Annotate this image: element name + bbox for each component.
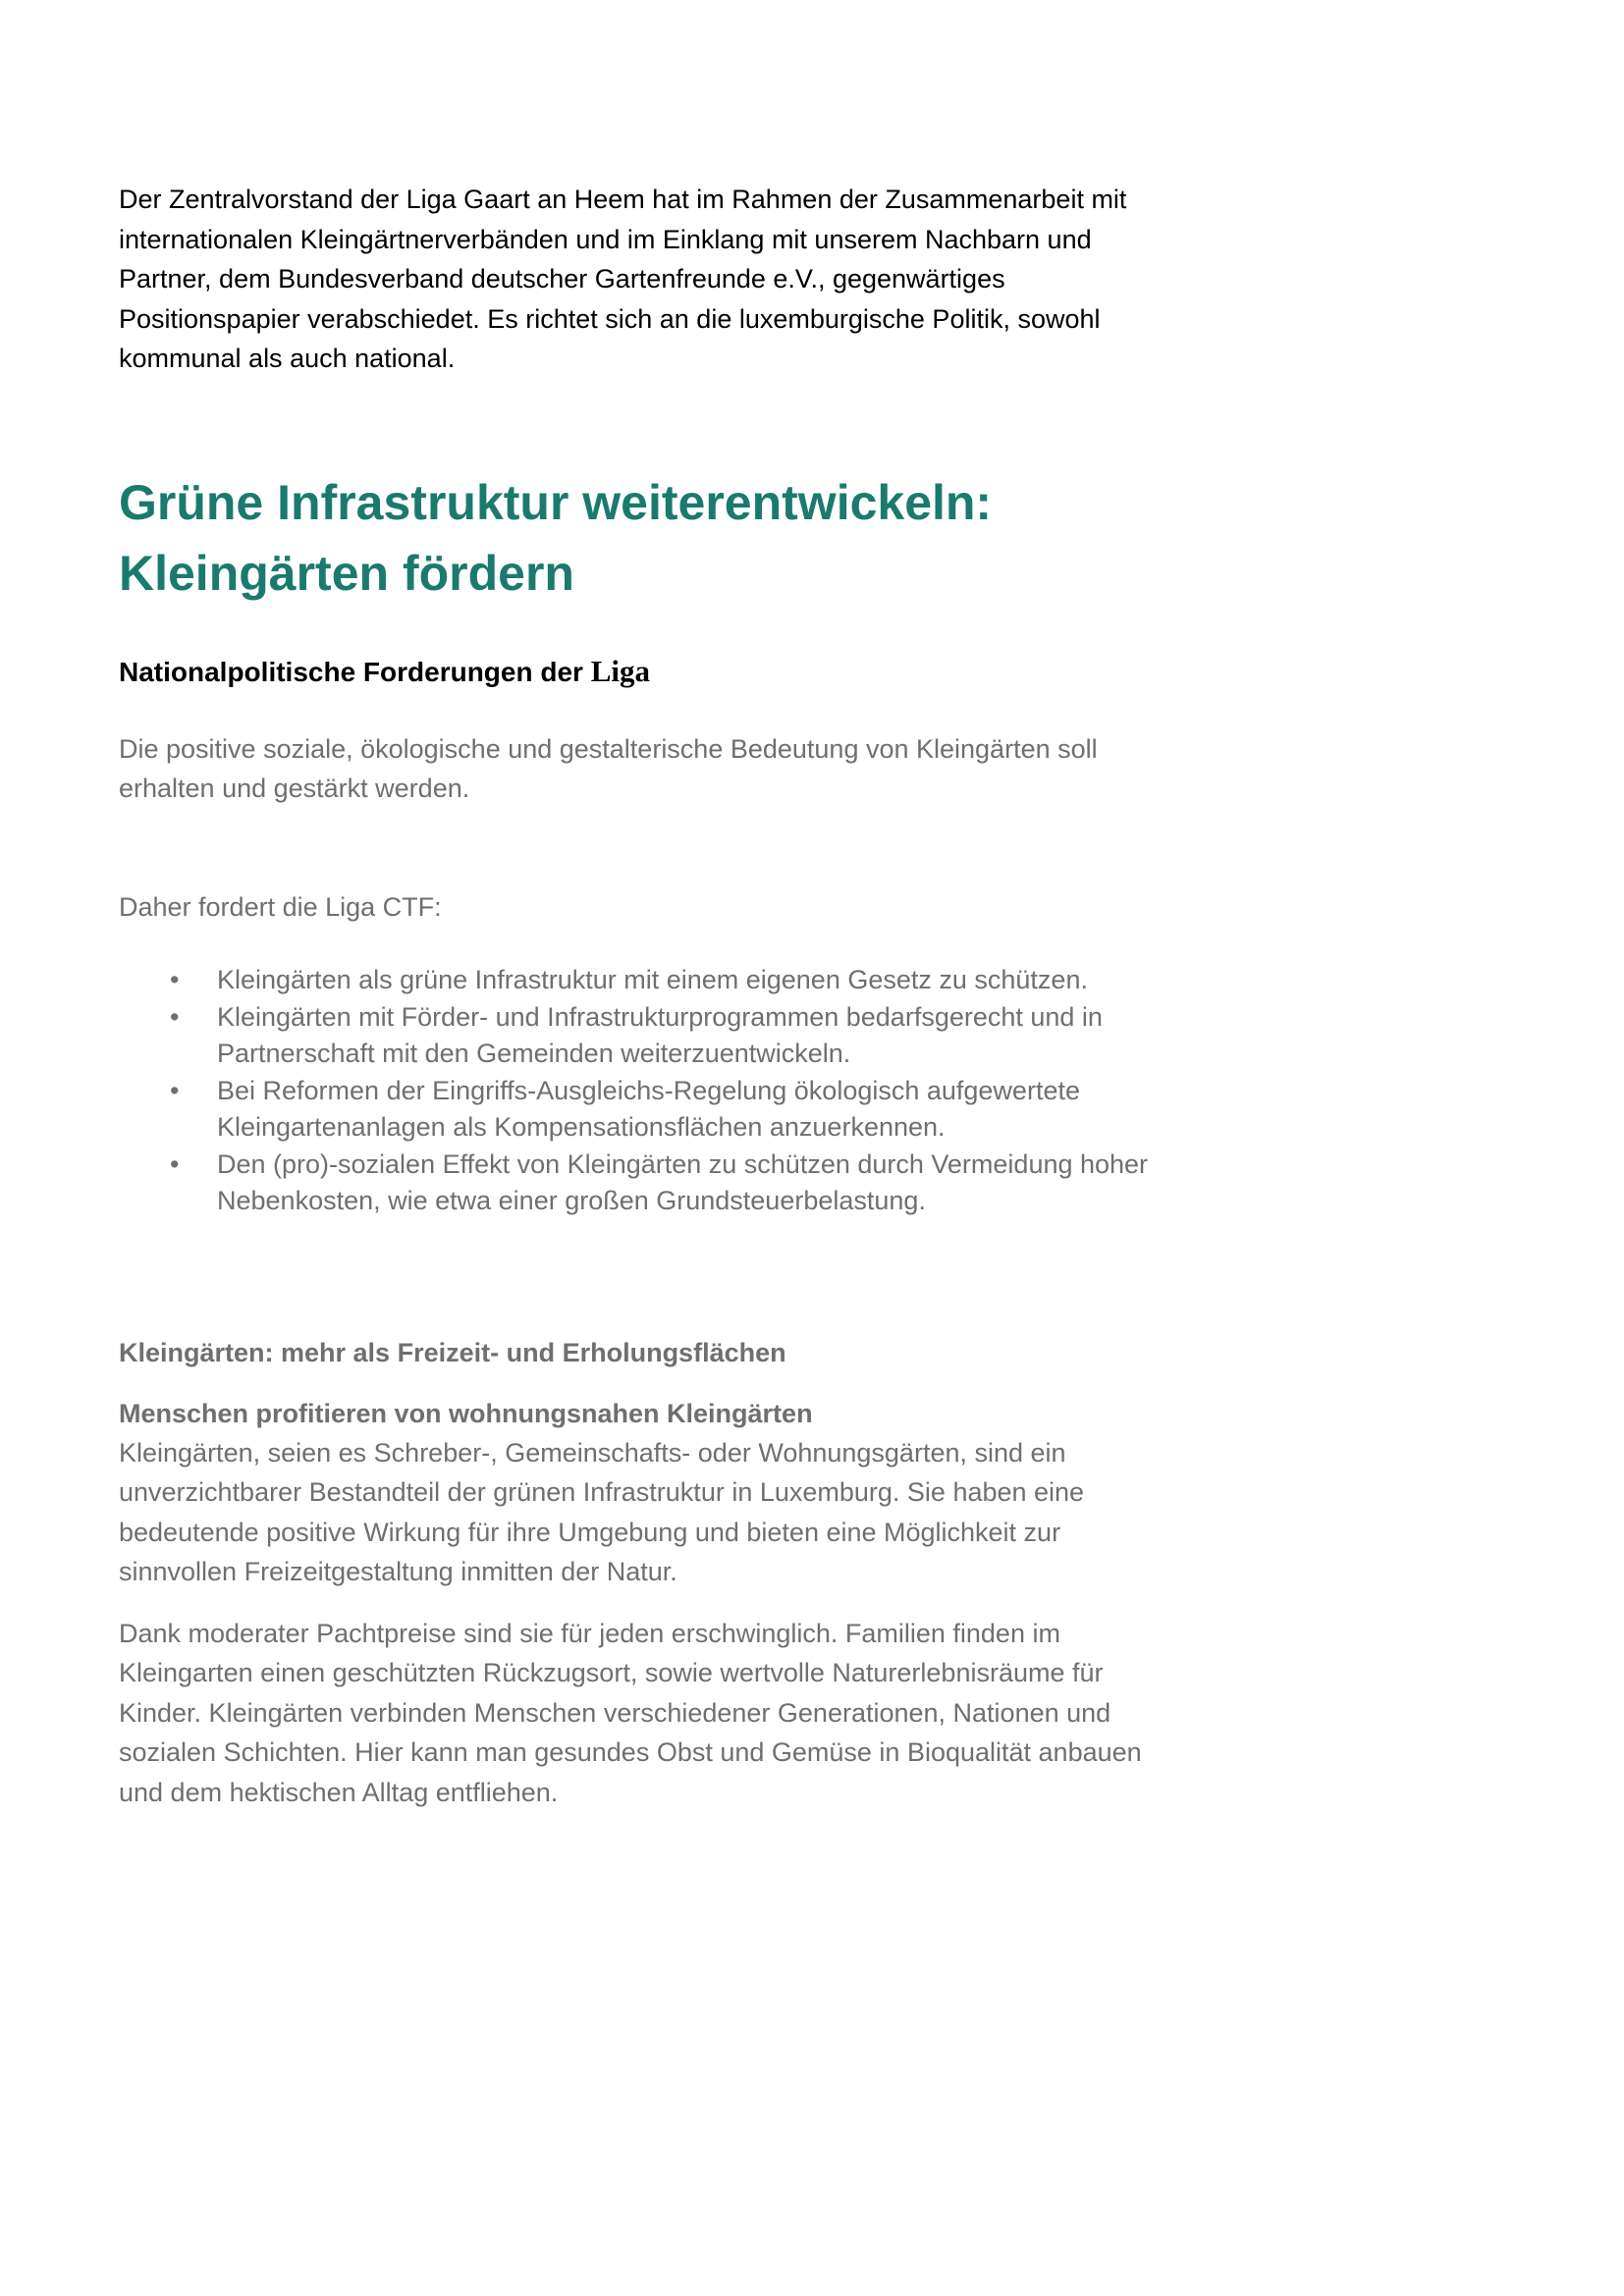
subtitle <box>119 652 1179 692</box>
subtitle-text: Nationalpolitische Forderungen der <box>119 656 591 687</box>
bullet-icon: • <box>170 1148 180 1179</box>
list-item-text: Den (pro)-sozialen Effekt von Kleingärten zu schützen durch Vermeidung hoher Nebenkosten, wie etwa einer großen Grundsteuerbelastung. <box>217 1148 1149 1215</box>
list-item <box>119 1147 1179 1220</box>
subtitle-liga: Liga <box>590 653 651 688</box>
title-line-2: Kleingärten fördern <box>119 545 574 601</box>
section-heading: Kleingärten: mehr als Freizeit- und Erholungsflächen <box>119 1337 786 1367</box>
paragraph-demands-intro: Daher fordert die Liga CTF: <box>119 891 442 922</box>
list-item <box>119 999 1179 1073</box>
list-item <box>119 962 1179 999</box>
title-line-1: Grüne Infrastruktur weiterentwickeln: <box>119 474 993 530</box>
list-item-text: Kleingärten mit Förder- und Infrastrukturprogrammen bedarfsgerecht und in Partnerschaft mit den Gemeinden weiterzuentwickeln. <box>217 1001 1103 1068</box>
demands-list <box>119 962 1179 1220</box>
list-item-text: Kleingärten als grüne Infrastruktur mit einem eigenen Gesetz zu schützen. <box>217 965 1088 994</box>
intro-paragraph: Der Zentralvorstand der Liga Gaart an Heem hat im Rahmen der Zusammenarbeit mit internationalen Kleingärtnerverbänden und im Einklang mit unserem Nachbarn und Partner, dem Bundesverband deutscher Gartenfreunde e.V., gegenwärtiges Positionspapier verabschiedet. Es richtet sich an die luxemburgische Politik, sowohl kommunal als auch national. <box>119 185 1127 373</box>
list-item <box>119 1073 1179 1147</box>
sub-heading: Menschen profitieren von wohnungsnahen Kleingärten <box>119 1398 813 1428</box>
bullet-icon: • <box>170 1075 180 1105</box>
bullet-icon: • <box>170 965 180 994</box>
paragraph-benefits: Dank moderater Pachtpreise sind sie für jeden erschwinglich. Familien finden im Kleingarten einen geschützten Rückzugsort, sowie wertvolle Naturerlebnisräume für Kinder. Kleingärten verbinden Menschen verschiedener Generationen, Nationen und sozialen Schichten. Hier kann man gesundes Obst und Gemüse in Bioqualität anbauen und dem hektischen Alltag entfliehen. <box>119 1618 1142 1807</box>
list-item-text: Bei Reformen der Eingriffs-Ausgleichs-Regelung ökologisch aufgewertete Kleingartenanlagen als Kompensationsflächen anzuerkennen. <box>217 1075 1080 1142</box>
page-content <box>119 180 1179 1812</box>
paragraph-importance: Die positive soziale, ökologische und gestalterische Bedeutung von Kleingärten soll erhalten und gestärkt werden. <box>119 733 1098 803</box>
paragraph-infrastructure: Kleingärten, seien es Schreber-, Gemeinschafts- oder Wohnungsgärten, sind ein unverzichtbarer Bestandteil der grünen Infrastruktur in Luxemburg. Sie haben eine bedeutende positive Wirkung für ihre Umgebung und bieten eine Möglichkeit zur sinnvollen Freizeitgestaltung inmitten der Natur. <box>119 1437 1085 1586</box>
page-title <box>119 467 1179 609</box>
bullet-icon: • <box>170 1001 180 1032</box>
